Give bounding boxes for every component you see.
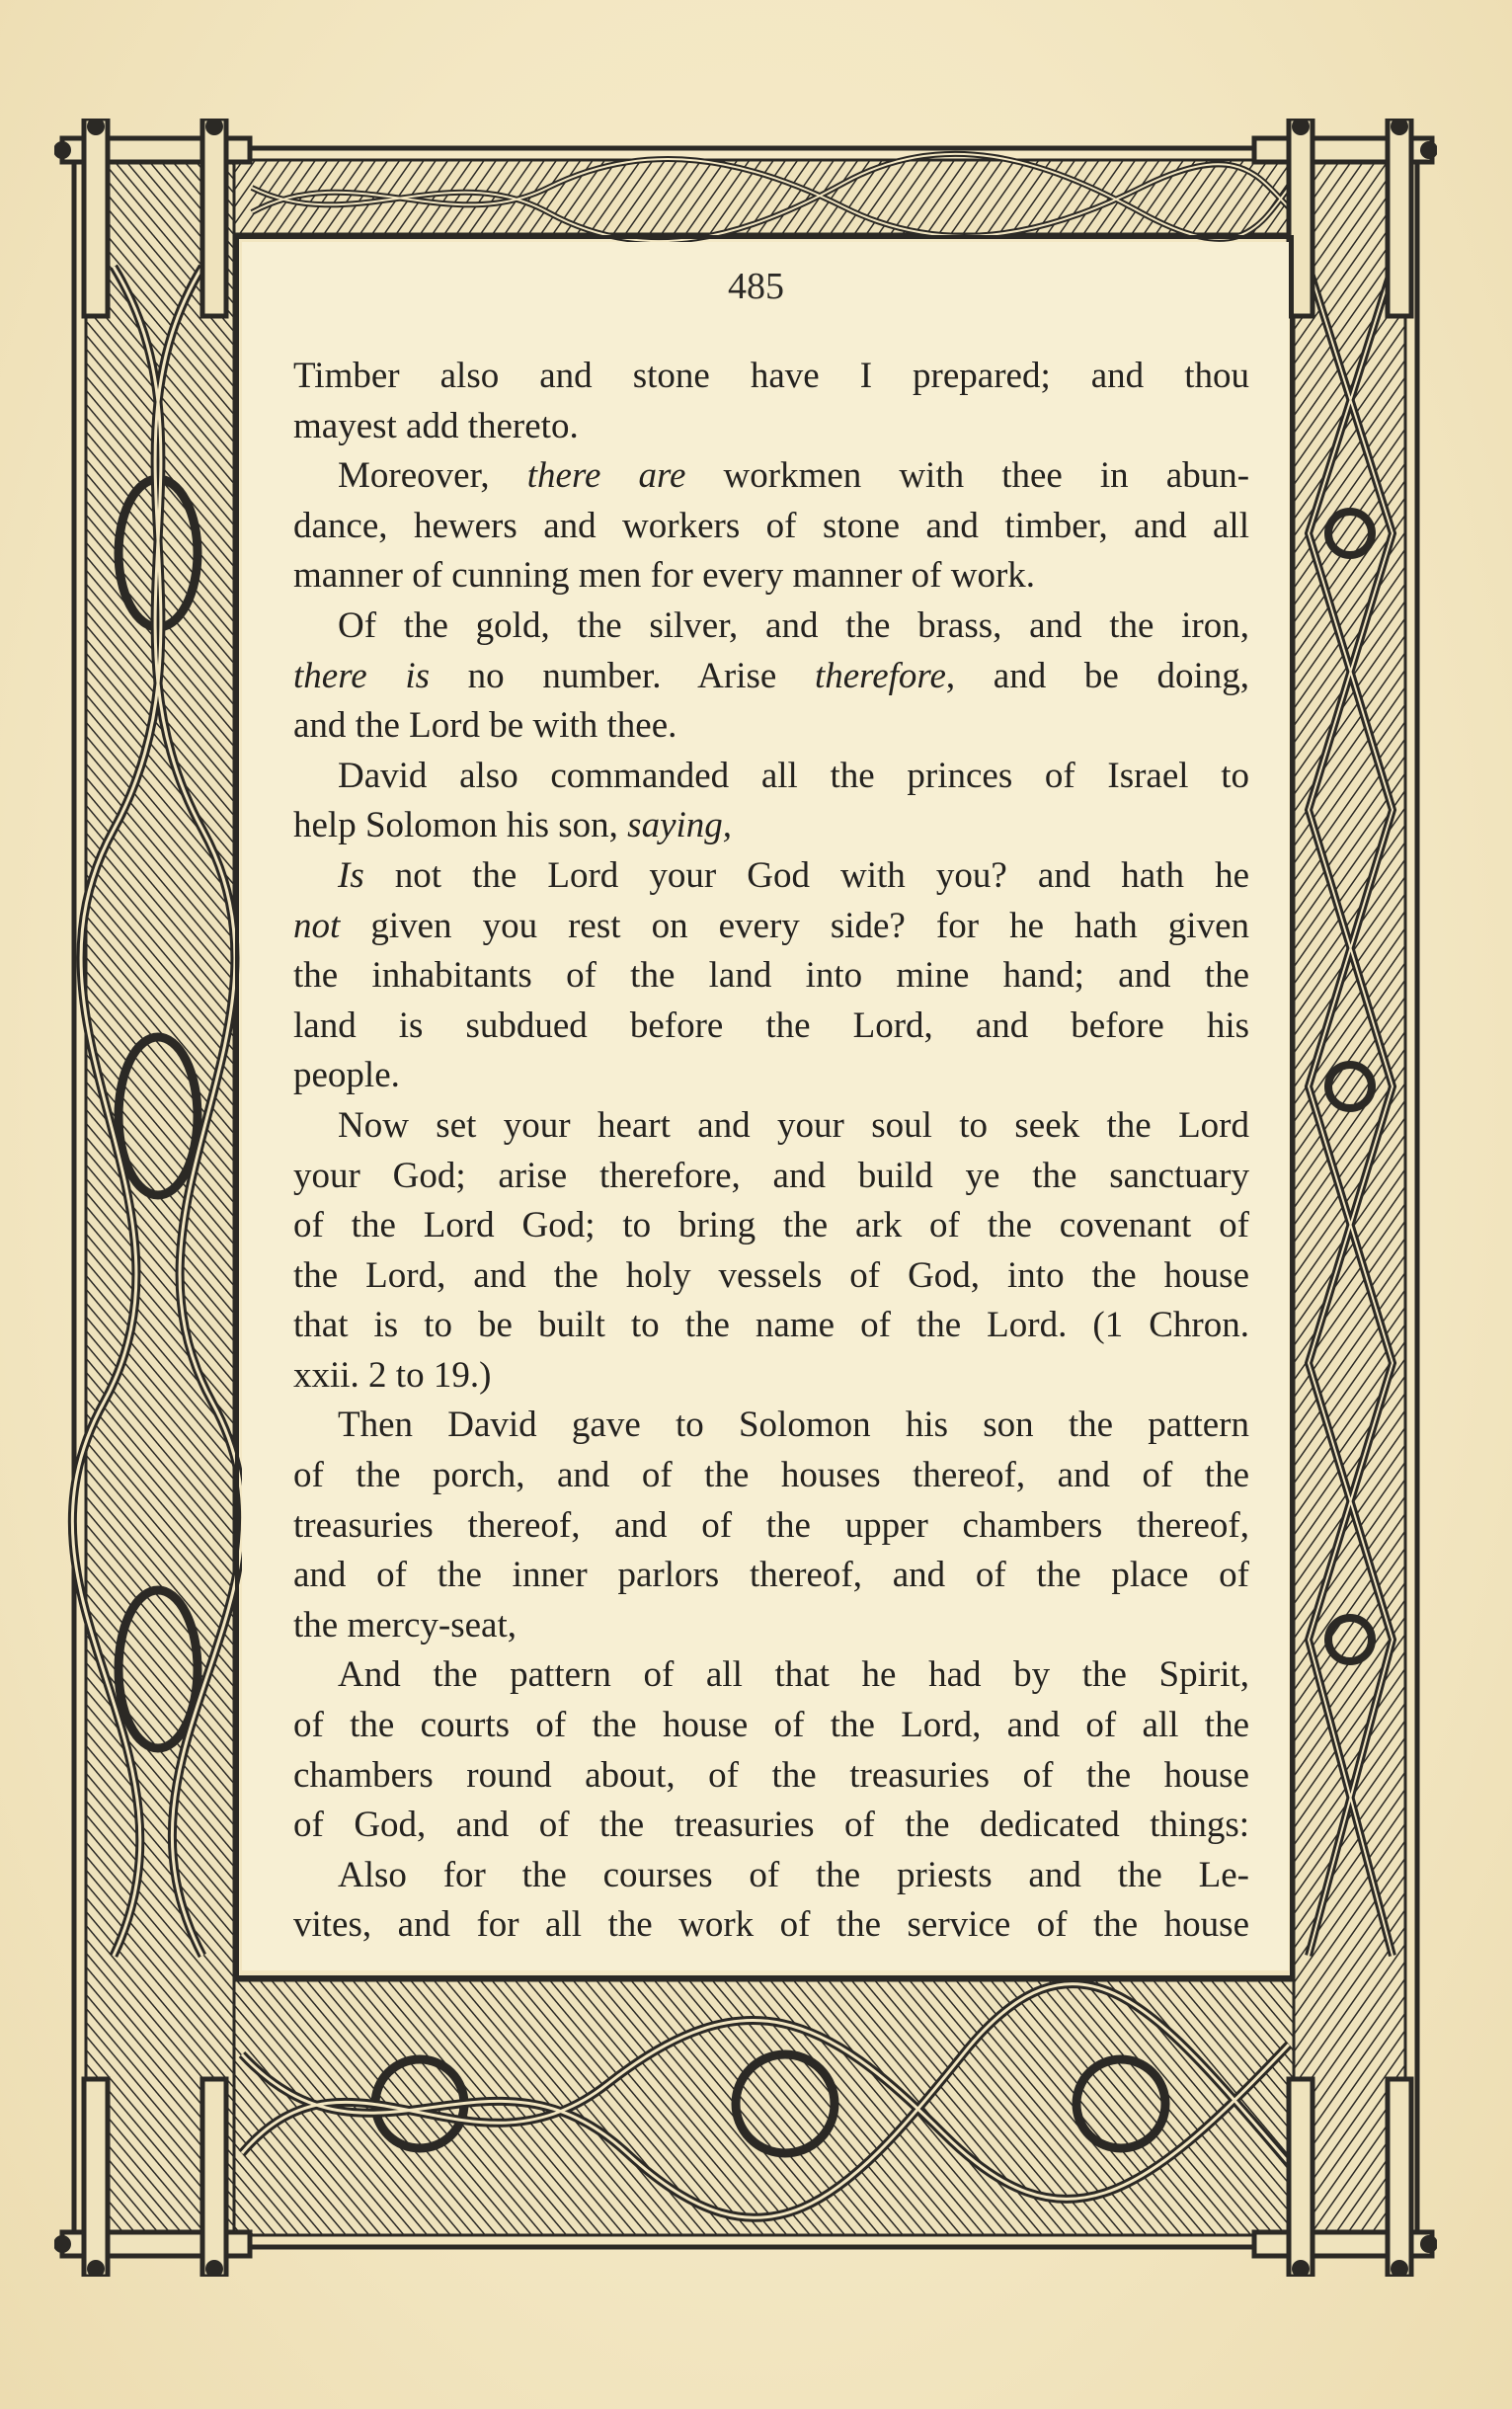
- page-number: 485: [728, 266, 784, 307]
- text-line: Timber also and stone have I prepared; and thou: [293, 356, 1249, 396]
- text-line: Of the gold, the silver, and the brass, and the iron,: [338, 604, 1249, 646]
- text-line: the Lord, and the holy vessels of God, into the house: [293, 1254, 1249, 1296]
- text-line: treasuries thereof, and of the upper chambers thereof,: [293, 1504, 1249, 1546]
- text-line: land is subdued before the Lord, and before his: [293, 1004, 1249, 1046]
- text-line: chambers round about, of the treasuries of the house: [293, 1754, 1249, 1796]
- text-line: mayest add thereto.: [293, 405, 579, 446]
- text-line: Moreover, there are workmen with thee in abun-: [338, 455, 1250, 497]
- text-line: Is not the Lord your God with you? and hath he: [338, 854, 1249, 896]
- text-line: not given you rest on every side? for he hath given: [293, 905, 1249, 946]
- text-line: there is no number. Arise therefore, and be doing,: [293, 655, 1249, 696]
- text-line: and of the inner parlors thereof, and of the place of: [293, 1555, 1249, 1596]
- text-line: your God; arise therefore, and build ye the sanctuary: [293, 1155, 1249, 1196]
- text-line: of the Lord God; to bring the ark of the covenant of: [293, 1205, 1249, 1246]
- text-line: help Solomon his son, saying,: [293, 805, 733, 846]
- text-line: xxii. 2 to 19.): [293, 1354, 492, 1396]
- text-line: that is to be built to the name of the Lord. (1 Chron.: [293, 1305, 1249, 1346]
- text-line: and the Lord be with thee.: [293, 705, 677, 747]
- text-line: Then David gave to Solomon his son the pattern: [338, 1405, 1249, 1446]
- text-line: of God, and of the treasuries of the dedicated things:: [293, 1805, 1249, 1846]
- text-line: the inhabitants of the land into mine hand; and the: [293, 955, 1249, 997]
- text-line: people.: [293, 1055, 400, 1096]
- text-line: vites, and for all the work of the service of the house: [293, 1904, 1249, 1946]
- text-line: manner of cunning men for every manner of work.: [293, 555, 1036, 597]
- text-line: David also commanded all the princes of Israel to: [338, 755, 1249, 796]
- text-line: the mercy-seat,: [293, 1604, 517, 1646]
- text-line: Now set your heart and your soul to seek the Lord: [338, 1104, 1249, 1146]
- text-line: And the pattern of all that he had by the Spirit,: [338, 1654, 1249, 1696]
- text-line: of the courts of the house of the Lord, and of all the: [293, 1705, 1249, 1746]
- text-line: dance, hewers and workers of stone and timber, and all: [293, 505, 1249, 546]
- body-text: [293, 352, 1249, 1951]
- text-line: of the porch, and of the houses thereof, and of the: [293, 1455, 1249, 1496]
- text-line: Also for the courses of the priests and the Le-: [338, 1854, 1249, 1895]
